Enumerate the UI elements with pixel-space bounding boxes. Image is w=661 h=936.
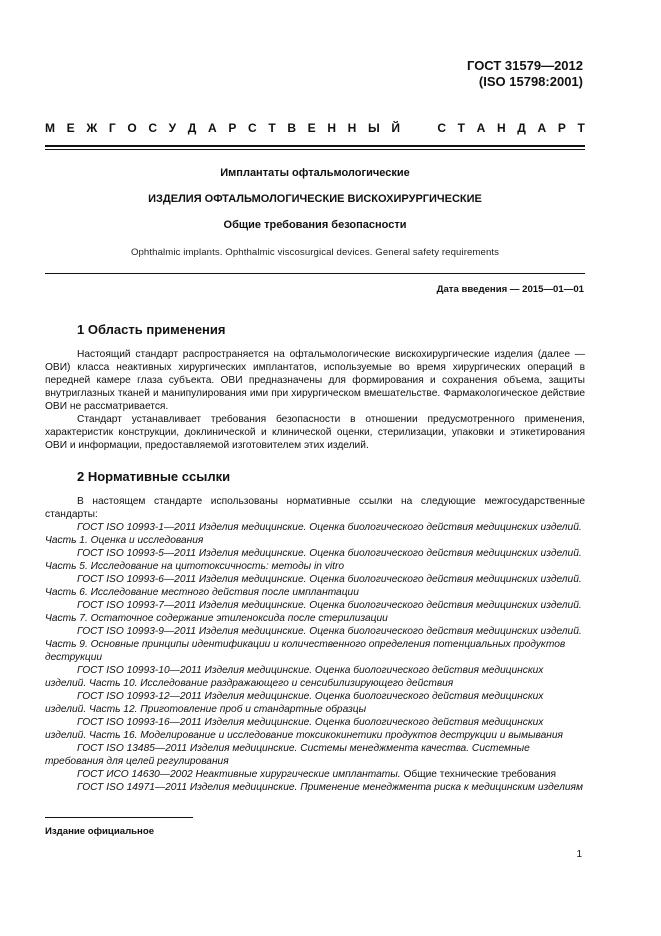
banner-gap	[412, 121, 426, 135]
banner-letter: Р	[228, 121, 237, 135]
edition-label: Издание официальное	[45, 826, 155, 837]
normative-reference	[45, 547, 585, 573]
normative-reference	[45, 521, 585, 547]
banner-letter: Е	[307, 121, 316, 135]
normative-reference	[45, 742, 585, 768]
banner-letter: Е	[66, 121, 75, 135]
reference-title: ГОСТ ISO 10993-7—2011 Изделия медицинские. Оценка биологического действия медицинских изделий. Часть 7. Остаточное содержание этиленоксида после стерилизации	[45, 600, 582, 624]
banner-letter: Р	[557, 121, 566, 135]
title-line-1: Имплантаты офтальмологические	[220, 167, 410, 179]
section-2-heading: 2 Нормативные ссылки	[77, 469, 231, 484]
normative-reference	[45, 690, 585, 716]
iso-code: (ISO 15798:2001)	[478, 74, 583, 89]
banner-letter: Г	[108, 121, 116, 135]
section-1-body	[45, 348, 585, 452]
title-line-2: ИЗДЕЛИЯ ОФТАЛЬМОЛОГИЧЕСКИЕ ВИСКОХИРУРГИЧЕСКИЕ	[148, 193, 482, 205]
banner-letter: А	[537, 121, 547, 135]
normative-reference	[45, 573, 585, 599]
introduction-date: Дата введения — 2015—01—01	[436, 284, 584, 295]
section-1-heading: 1 Область применения	[77, 322, 226, 337]
banner-letter: Й	[391, 121, 400, 135]
reference-subtitle: Общие технические требования	[400, 769, 557, 780]
normative-reference	[45, 599, 585, 625]
standard-code-block	[467, 58, 583, 90]
banner-letter: Д	[517, 121, 526, 135]
banner-letter: А	[476, 121, 486, 135]
banner-letter: У	[168, 121, 177, 135]
standard-code: ГОСТ 31579—2012	[467, 58, 583, 73]
banner-letter: Т	[577, 121, 585, 135]
banner-letter: С	[437, 121, 446, 135]
banner-letter: Н	[327, 121, 336, 135]
normative-reference	[45, 625, 585, 664]
normative-reference	[45, 664, 585, 690]
footer-rule	[45, 817, 193, 818]
english-title: Ophthalmic implants. Ophthalmic viscosurgical devices. General safety requirements	[130, 247, 500, 258]
header-rule-thin	[45, 149, 585, 150]
reference-title: ГОСТ ISO 10993-6—2011 Изделия медицинские. Оценка биологического действия медицинских изделий. Часть 6. Исследование местного действия после имплантации	[45, 574, 582, 598]
normative-reference	[45, 781, 585, 794]
normative-reference	[45, 768, 585, 781]
section-2-body	[45, 495, 585, 794]
reference-title: ГОСТ ISO 10993-16—2011 Изделия медицинские. Оценка биологического действия медицинских изделий. Часть 16. Моделирование и исследование токсикокинетики продуктов деструкции и вымывания	[45, 717, 563, 741]
reference-title: ГОСТ ISO 10993-12—2011 Изделия медицинские. Оценка биологического действия медицинских изделий. Часть 12. Приготовление проб и стандартные образцы	[45, 691, 544, 715]
banner-letter: Д	[187, 121, 197, 135]
reference-title: ГОСТ ИСО 14630—2002 Неактивные хирургические имплантаты.	[77, 769, 401, 780]
section-1-paragraph: Стандарт устанавливает требования безопасности в отношении предусмотренного применения, характеристик конструкции, доклинической и клинической оценки, стерилизации, упаковки и этикетирования ОВИ и информации, предоставляемой изготовителем этих изделий.	[45, 414, 585, 451]
banner-letter: М	[45, 121, 55, 135]
banner-letter: Ж	[86, 121, 98, 135]
banner-letter: Ы	[367, 121, 380, 135]
banner-letter: О	[127, 121, 137, 135]
title-rule	[45, 273, 585, 274]
banner-letter: С	[148, 121, 157, 135]
page-number: 1	[576, 849, 582, 860]
banner-letter: Н	[347, 121, 357, 135]
banner-letter: В	[287, 121, 296, 135]
banner-letter: А	[207, 121, 217, 135]
banner-letter: Т	[268, 121, 276, 135]
title-line-3: Общие требования безопасности	[223, 219, 407, 231]
interstate-standard-banner	[45, 121, 585, 135]
banner-letter: Т	[457, 121, 465, 135]
reference-title: ГОСТ ISO 10993-9—2011 Изделия медицинские. Оценка биологического действия медицинских изделий. Часть 9. Основные принципы идентификации и количественного определения потенциальных продуктов деструкции	[45, 626, 582, 663]
reference-title: ГОСТ ISO 14971—2011 Изделия медицинские. Применение менеджмента риска к медицинским изделиям	[77, 782, 583, 793]
reference-title: ГОСТ ISO 10993-1—2011 Изделия медицинские. Оценка биологического действия медицинских изделий. Часть 1. Оценка и исследования	[45, 522, 582, 546]
reference-title: ГОСТ ISO 13485—2011 Изделия медицинские. Системы менеджмента качества. Системные требования для целей регулирования	[45, 743, 530, 767]
banner-letter: Н	[496, 121, 506, 135]
section-2-intro: В настоящем стандарте использованы нормативные ссылки на следующие межгосударственные стандарты:	[45, 496, 585, 520]
header-rule-thick	[45, 145, 585, 147]
banner-letter: С	[247, 121, 257, 135]
reference-title: ГОСТ ISO 10993-5—2011 Изделия медицинские. Оценка биологического действия медицинских изделий. Часть 5. Исследование на цитотоксичность: методы in vitro	[45, 548, 582, 572]
normative-reference	[45, 716, 585, 742]
reference-title: ГОСТ ISO 10993-10—2011 Изделия медицинские. Оценка биологического действия медицинских изделий. Часть 10. Исследование раздражающего и сенсибилизирующего действия	[45, 665, 544, 689]
section-1-paragraph: Настоящий стандарт распространяется на офтальмологические вискохирургические изделия (далее — ОВИ) класса неактивных хирургических имплантатов, используемые во время хирургических операций в передней камере глаза субъекта. ОВИ предназначены для формирования и сохранения объема, защиты внутриглазных тканей и манипулирования ими при хирургическом вмешательстве. Фармакологическое действие ОВИ не рассматривается.	[45, 349, 585, 412]
